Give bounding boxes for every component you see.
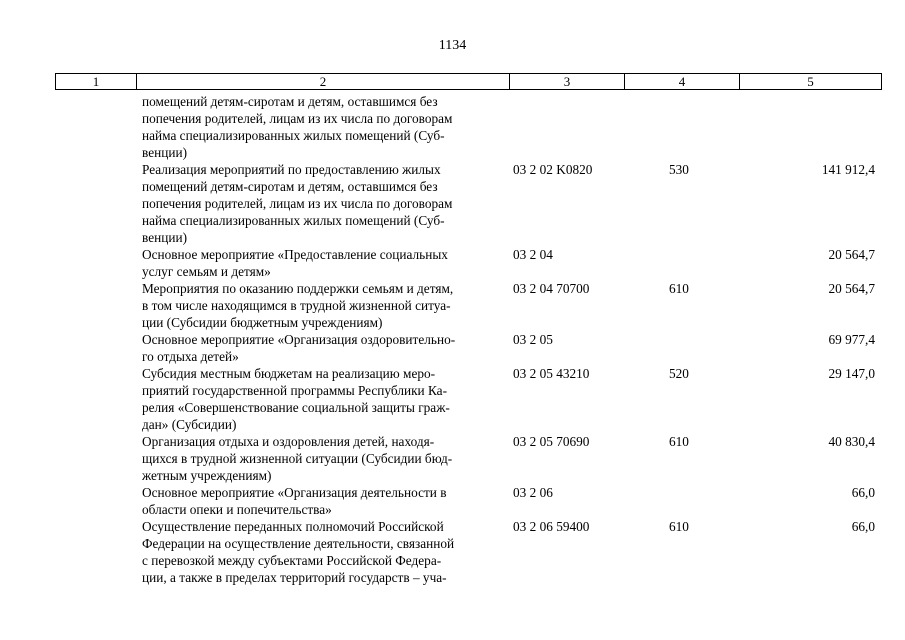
row-amount: 20 564,7 bbox=[828, 247, 875, 262]
description-line: Субсидия местным бюджетам на реализацию меро- bbox=[142, 366, 436, 381]
row-description bbox=[142, 280, 502, 331]
description-line: области опеки и попечительства» bbox=[142, 502, 332, 517]
row-amount: 40 830,4 bbox=[828, 434, 875, 449]
description-line: помещений детям-сиротам и детям, оставшимся без bbox=[142, 94, 438, 109]
row-amount: 29 147,0 bbox=[828, 366, 875, 381]
description-line: ции (Субсидии бюджетным учреждениям) bbox=[142, 315, 383, 330]
description-line: щихся в трудной жизненной ситуации (Субсидии бюд- bbox=[142, 451, 453, 466]
row-code: 03 2 06 59400 bbox=[513, 519, 590, 534]
table-row bbox=[55, 365, 881, 433]
row-type: 530 bbox=[669, 162, 689, 177]
description-line: Основное мероприятие «Предоставление социальных bbox=[142, 247, 448, 262]
row-type: 610 bbox=[669, 434, 689, 449]
column-header-1: 1 bbox=[56, 74, 137, 90]
description-line: Федерации на осуществление деятельности, связанной bbox=[142, 536, 455, 551]
row-description bbox=[142, 518, 502, 586]
column-header-5: 5 bbox=[740, 74, 882, 90]
description-line: ции, а также в пределах территорий государств – уча- bbox=[142, 570, 447, 585]
description-line: попечения родителей, лицам из их числа по договорам bbox=[142, 196, 453, 211]
row-code: 03 2 02 K0820 bbox=[513, 162, 593, 177]
description-line: попечения родителей, лицам из их числа по договорам bbox=[142, 111, 453, 126]
row-description bbox=[142, 331, 502, 365]
column-header-3: 3 bbox=[510, 74, 625, 90]
description-line: венции) bbox=[142, 230, 187, 245]
row-description bbox=[142, 365, 502, 433]
description-line: го отдыха детей» bbox=[142, 349, 239, 364]
table-row bbox=[55, 246, 881, 280]
row-description bbox=[142, 246, 502, 280]
page-number: 1134 bbox=[438, 38, 467, 53]
description-line: Основное мероприятие «Организация деятельности в bbox=[142, 485, 447, 500]
row-type: 610 bbox=[669, 281, 689, 296]
description-line: приятий государственной программы Республики Ка- bbox=[142, 383, 448, 398]
row-code: 03 2 06 bbox=[513, 485, 553, 500]
table-row bbox=[55, 518, 881, 586]
table-row bbox=[55, 484, 881, 518]
row-amount: 66,0 bbox=[851, 485, 875, 500]
description-line: найма специализированных жилых помещений (Суб- bbox=[142, 128, 445, 143]
description-line: жетным учреждениям) bbox=[142, 468, 272, 483]
row-type: 610 bbox=[669, 519, 689, 534]
row-code: 03 2 04 70700 bbox=[513, 281, 590, 296]
description-line: найма специализированных жилых помещений (Суб- bbox=[142, 213, 445, 228]
table-row bbox=[55, 93, 881, 161]
table-row bbox=[55, 280, 881, 331]
row-type: 520 bbox=[669, 366, 689, 381]
row-amount: 66,0 bbox=[851, 519, 875, 534]
row-code: 03 2 05 70690 bbox=[513, 434, 590, 449]
description-line: услуг семьям и детям» bbox=[142, 264, 271, 279]
description-line: помещений детям-сиротам и детям, оставшимся без bbox=[142, 179, 438, 194]
row-code: 03 2 04 bbox=[513, 247, 553, 262]
description-line: в том числе находящимся в трудной жизненной ситуа- bbox=[142, 298, 451, 313]
table-header bbox=[55, 73, 882, 90]
description-line: дан» (Субсидии) bbox=[142, 417, 237, 432]
table-header-row bbox=[56, 74, 882, 90]
description-line: релия «Совершенствование социальной защиты граж- bbox=[142, 400, 450, 415]
row-amount: 69 977,4 bbox=[828, 332, 875, 347]
table-body bbox=[55, 93, 881, 586]
table-row bbox=[55, 161, 881, 246]
description-line: Основное мероприятие «Организация оздоровительно- bbox=[142, 332, 456, 347]
column-header-4: 4 bbox=[625, 74, 740, 90]
row-code: 03 2 05 43210 bbox=[513, 366, 590, 381]
row-amount: 141 912,4 bbox=[821, 162, 875, 177]
row-amount: 20 564,7 bbox=[828, 281, 875, 296]
row-description bbox=[142, 484, 502, 518]
row-description bbox=[142, 161, 502, 246]
row-description bbox=[142, 433, 502, 484]
row-description bbox=[142, 93, 502, 161]
table-row bbox=[55, 433, 881, 484]
description-line: с перевозкой между субъектами Российской Федера- bbox=[142, 553, 442, 568]
row-code: 03 2 05 bbox=[513, 332, 553, 347]
table-row bbox=[55, 331, 881, 365]
description-line: Организация отдыха и оздоровления детей, находя- bbox=[142, 434, 435, 449]
column-header-2: 2 bbox=[137, 74, 510, 90]
description-line: Мероприятия по оказанию поддержки семьям и детям, bbox=[142, 281, 454, 296]
description-line: Осуществление переданных полномочий Российской bbox=[142, 519, 444, 534]
description-line: венции) bbox=[142, 145, 187, 160]
description-line: Реализация мероприятий по предоставлению жилых bbox=[142, 162, 441, 177]
